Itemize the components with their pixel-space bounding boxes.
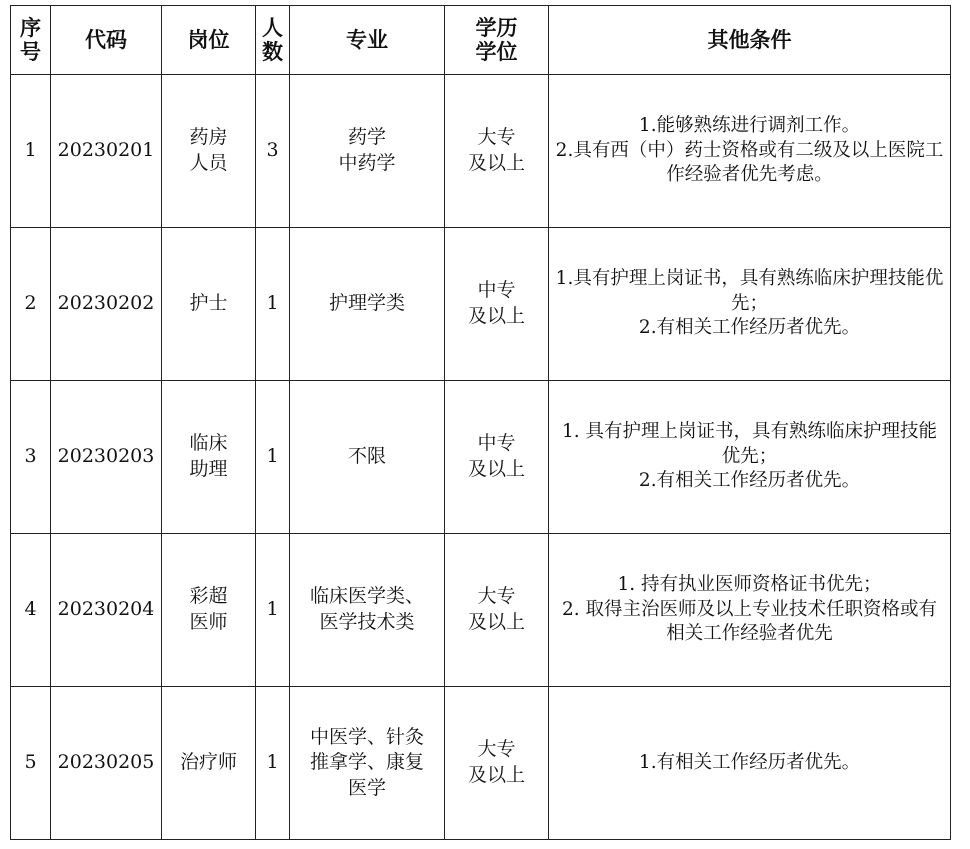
cell-line: 人员 xyxy=(189,152,228,174)
cell-major xyxy=(290,381,445,534)
table-row xyxy=(11,75,951,228)
cell-line: 助理 xyxy=(189,458,228,480)
cell-line: 及以上 xyxy=(467,764,525,786)
cell-line: 大专 xyxy=(477,738,516,761)
cell-education xyxy=(445,687,549,840)
condition-item: 2. 取得主治医师及以上专业技术任职资格或有相关工作经验者优先 xyxy=(561,598,938,645)
cell-line: 大专 xyxy=(477,585,516,608)
cell-seq: 1 xyxy=(11,75,51,228)
header-position: 岗位 xyxy=(162,6,256,75)
cell-line: 大专 xyxy=(477,126,516,149)
cell-position xyxy=(162,228,256,381)
cell-count: 3 xyxy=(256,75,290,228)
cell-line: 临床医学类、 xyxy=(309,585,424,608)
cell-line: 中专 xyxy=(477,279,516,302)
cell-seq: 4 xyxy=(11,534,51,687)
cell-code: 20230204 xyxy=(51,534,162,687)
cell-line: 护士 xyxy=(189,292,228,315)
cell-line: 彩超 xyxy=(189,585,228,608)
cell-code: 20230201 xyxy=(51,75,162,228)
header-education xyxy=(445,6,549,75)
cell-major xyxy=(290,534,445,687)
cell-line: 医学技术类 xyxy=(319,611,415,633)
cell-major xyxy=(290,75,445,228)
cell-education xyxy=(445,534,549,687)
header-row xyxy=(11,6,951,75)
cell-line: 医学 xyxy=(347,776,386,799)
cell-count: 1 xyxy=(256,534,290,687)
cell-line: 临床 xyxy=(189,432,228,455)
cell-position xyxy=(162,687,256,840)
cell-conditions xyxy=(549,228,951,381)
cell-line: 护理学类 xyxy=(328,292,405,315)
cell-line: 治疗师 xyxy=(179,751,237,774)
cell-line: 药房 xyxy=(189,126,228,149)
cell-line: 及以上 xyxy=(467,305,525,327)
cell-conditions xyxy=(549,381,951,534)
header-count-line: 人 xyxy=(262,15,283,40)
cell-line: 医师 xyxy=(189,611,228,633)
cell-education xyxy=(445,228,549,381)
cell-major xyxy=(290,687,445,840)
header-conditions: 其他条件 xyxy=(549,6,951,75)
table-row xyxy=(11,534,951,687)
header-education-line: 学位 xyxy=(475,40,518,64)
cell-count: 1 xyxy=(256,687,290,840)
condition-item: 2.有相关工作经历者优先。 xyxy=(638,317,861,339)
table-row xyxy=(11,228,951,381)
cell-position xyxy=(162,381,256,534)
condition-item: 2.具有西（中）药士资格或有二级及以上医院工作经验者优先考虑。 xyxy=(555,139,944,186)
cell-position xyxy=(162,75,256,228)
cell-line: 中医学、针灸 xyxy=(309,725,424,748)
header-seq-line: 序 xyxy=(20,15,41,40)
header-seq-line: 号 xyxy=(20,40,41,64)
cell-conditions xyxy=(549,687,951,840)
header-major: 专业 xyxy=(290,6,445,75)
cell-code: 20230203 xyxy=(51,381,162,534)
cell-line: 及以上 xyxy=(467,152,525,174)
header-seq xyxy=(11,6,51,75)
header-count xyxy=(256,6,290,75)
condition-item: 1. 持有执业医师资格证书优先； xyxy=(617,573,882,595)
condition-item: 1. 具有护理上岗证书，具有熟练临床护理技能优先； xyxy=(561,420,938,467)
cell-seq: 5 xyxy=(11,687,51,840)
cell-seq: 2 xyxy=(11,228,51,381)
header-education-line: 学历 xyxy=(475,15,518,40)
table-row xyxy=(11,687,951,840)
condition-item: 1.能够熟练进行调剂工作。 xyxy=(638,114,861,136)
cell-line: 推拿学、康复 xyxy=(309,751,424,774)
cell-line: 中专 xyxy=(477,432,516,455)
cell-code: 20230205 xyxy=(51,687,162,840)
cell-position xyxy=(162,534,256,687)
header-count-line: 数 xyxy=(262,40,283,64)
cell-education xyxy=(445,75,549,228)
cell-count: 1 xyxy=(256,228,290,381)
condition-item: 1.具有护理上岗证书，具有熟练临床护理技能优先； xyxy=(555,267,944,314)
cell-code: 20230202 xyxy=(51,228,162,381)
cell-line: 药学 xyxy=(347,126,386,149)
cell-conditions xyxy=(549,75,951,228)
cell-conditions xyxy=(549,534,951,687)
cell-line: 中药学 xyxy=(338,152,396,174)
cell-line: 及以上 xyxy=(467,611,525,633)
condition-item: 1.有相关工作经历者优先。 xyxy=(638,751,861,773)
cell-line: 不限 xyxy=(347,445,386,468)
table-row xyxy=(11,381,951,534)
recruitment-table xyxy=(10,5,951,840)
cell-count: 1 xyxy=(256,381,290,534)
header-code: 代码 xyxy=(51,6,162,75)
cell-line: 及以上 xyxy=(467,458,525,480)
cell-seq: 3 xyxy=(11,381,51,534)
cell-major xyxy=(290,228,445,381)
cell-education xyxy=(445,381,549,534)
condition-item: 2.有相关工作经历者优先。 xyxy=(638,470,861,492)
